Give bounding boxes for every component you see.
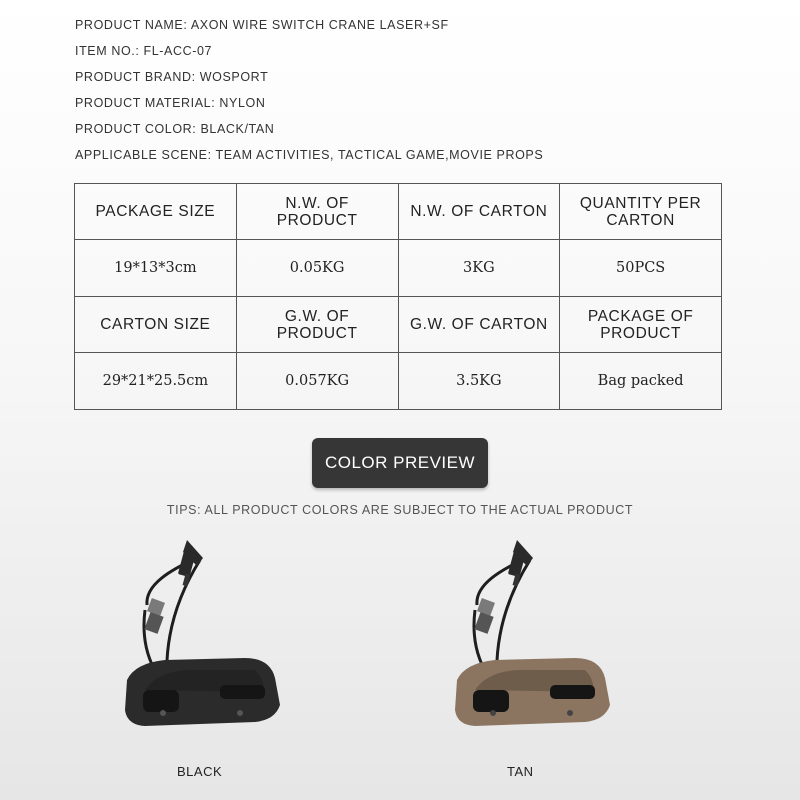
table-cell: 3KG bbox=[398, 240, 560, 297]
table-cell: Bag packed bbox=[560, 353, 722, 410]
color-preview-button[interactable]: COLOR PREVIEW bbox=[312, 438, 488, 488]
table-header-cell: G.W. OF PRODUCT bbox=[236, 297, 398, 353]
product-image-black bbox=[105, 530, 305, 755]
spec-item-no: ITEM NO.: FL-ACC-07 bbox=[75, 44, 213, 58]
table-header-cell: N.W. OF PRODUCT bbox=[236, 184, 398, 240]
table-cell: 0.057KG bbox=[236, 353, 398, 410]
product-image-tan bbox=[435, 530, 635, 755]
table-cell: 0.05KG bbox=[236, 240, 398, 297]
table-header-cell: PACKAGE SIZE bbox=[75, 184, 237, 240]
spec-color: PRODUCT COLOR: BLACK/TAN bbox=[75, 122, 275, 136]
table-cell: 29*21*25.5cm bbox=[75, 353, 237, 410]
spec-product-name: PRODUCT NAME: AXON WIRE SWITCH CRANE LASER+SF bbox=[75, 18, 449, 32]
table-header-cell: PACKAGE OF PRODUCT bbox=[560, 297, 722, 353]
tips-note: TIPS: ALL PRODUCT COLORS ARE SUBJECT TO THE ACTUAL PRODUCT bbox=[166, 503, 634, 517]
product-specs bbox=[75, 12, 775, 168]
table-row bbox=[75, 240, 722, 297]
table-header-cell: CARTON SIZE bbox=[75, 297, 237, 353]
packaging-table bbox=[74, 183, 722, 410]
product-label-black: BLACK bbox=[177, 764, 223, 779]
table-header-cell: G.W. OF CARTON bbox=[398, 297, 560, 353]
spec-scene: APPLICABLE SCENE: TEAM ACTIVITIES, TACTICAL GAME,MOVIE PROPS bbox=[75, 148, 544, 162]
product-label-tan: TAN bbox=[507, 764, 534, 779]
table-cell: 19*13*3cm bbox=[75, 240, 237, 297]
table-header-cell: QUANTITY PER CARTON bbox=[560, 184, 722, 240]
table-row bbox=[75, 353, 722, 410]
table-row bbox=[75, 184, 722, 240]
table-header-cell: N.W. OF CARTON bbox=[398, 184, 560, 240]
spec-brand: PRODUCT BRAND: WOSPORT bbox=[75, 70, 269, 84]
table-cell: 3.5KG bbox=[398, 353, 560, 410]
table-row bbox=[75, 297, 722, 353]
table-cell: 50PCS bbox=[560, 240, 722, 297]
spec-material: PRODUCT MATERIAL: NYLON bbox=[75, 96, 266, 110]
